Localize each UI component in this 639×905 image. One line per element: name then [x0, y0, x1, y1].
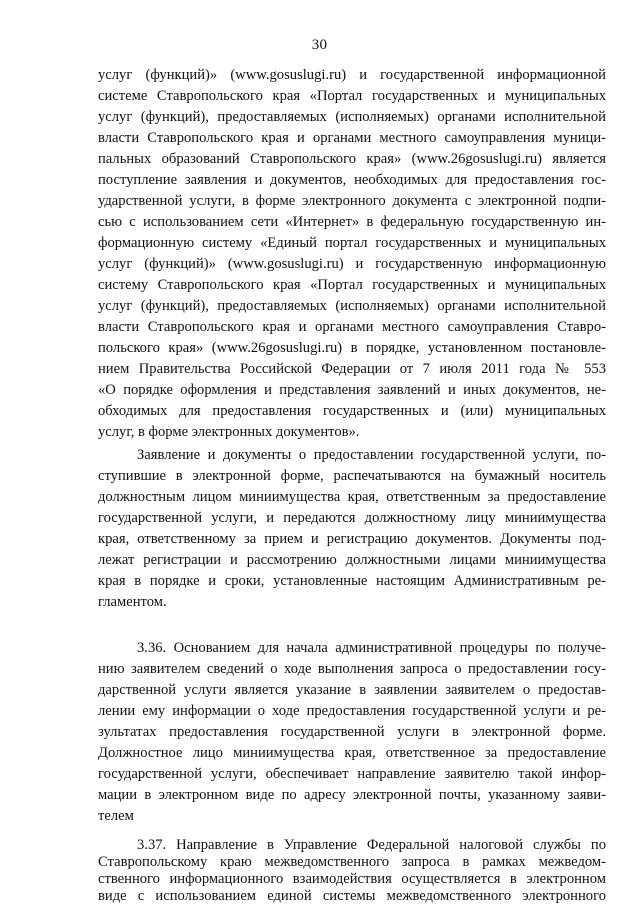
- text-line: власти Ставропольского края и органами местного самоуправления Ставро-: [98, 319, 606, 335]
- text-line: услуг (функций), предоставляемых (исполняемых) органами исполнительной: [98, 109, 606, 125]
- text-line: края, ответственному за прием и регистрацию документов. Документы под-: [98, 531, 606, 547]
- text-line: Заявление и документы о предоставлении государственной услуги, по-: [137, 447, 606, 463]
- text-line: поступление заявления и документов, необходимых для предоставления гос-: [98, 172, 606, 188]
- text-line: нию заявителем сведений о ходе выполнения запроса о предоставлении госу-: [98, 661, 606, 677]
- text-line: пальных образований Ставропольского края» (www.26gosuslugi.ru) является: [98, 151, 606, 167]
- text-line: виде с использованием единой системы межведомственного электронного: [98, 888, 606, 904]
- text-line: мации в электронном виде по адресу электронной почты, указанному заяви-: [98, 787, 606, 803]
- text-line: услуг (функций)» (www.gosuslugi.ru) и государственной информационной: [98, 67, 606, 83]
- text-line: услуг (функций)» (www.gosuslugi.ru) и государственную информационную: [98, 256, 606, 272]
- text-line: Ставропольскому краю межведомственного запроса в рамках межведом-: [98, 854, 606, 870]
- text-line: гламентом.: [98, 594, 167, 610]
- text-line: власти Ставропольского края и органами местного самоуправления муници-: [98, 130, 606, 146]
- page-number: 30: [311, 37, 328, 53]
- text-line: систему Ставропольского края «Портал государственных и муниципальных: [98, 277, 606, 293]
- text-line: ступившие в электронной форме, распечатываются на бумажный носитель: [98, 468, 606, 484]
- text-line: зультатах предоставления государственной услуги в электронной форме.: [98, 724, 606, 740]
- text-line: системе Ставропольского края «Портал государственных и муниципальных: [98, 88, 606, 104]
- text-line: польского края» (www.26gosuslugi.ru) в порядке, установленном постановле-: [98, 340, 606, 356]
- text-line: формационную систему «Единый портал государственных и муниципальных: [98, 235, 606, 251]
- text-line: «О порядке оформления и представления заявлений и иных документов, не-: [98, 382, 606, 398]
- text-line: 3.36. Основанием для начала административной процедуры по получе-: [137, 640, 606, 656]
- text-line: услуг, в форме электронных документов».: [98, 424, 360, 440]
- text-line: лежат регистрации и рассмотрению должностными лицами миниимущества: [98, 552, 606, 568]
- text-line: должностным лицом миниимущества края, ответственным за предоставление: [98, 489, 606, 505]
- text-line: телем: [98, 808, 134, 824]
- text-line: услуг (функций), предоставляемых (исполняемых) органами исполнительной: [98, 298, 606, 314]
- text-line: ственного информационного взаимодействия осуществляется в электронном: [98, 871, 606, 887]
- text-line: нием Правительства Российской Федерации от 7 июля 2011 года № 553: [98, 361, 606, 377]
- text-line: государственной услуги, обеспечивает направление заявителю такой инфор-: [98, 766, 606, 782]
- text-line: лении ему информации о ходе предоставления государственной услуги и ре-: [98, 703, 606, 719]
- text-line: дарственной услуги является указание в заявлении заявителем о предостав-: [98, 682, 606, 698]
- text-line: сью с использованием сети «Интернет» в федеральную государственную ин-: [98, 214, 606, 230]
- text-line: обходимых для предоставления государственных и (или) муниципальных: [98, 403, 606, 419]
- text-line: Должностное лицо миниимущества края, ответственное за предоставление: [98, 745, 606, 761]
- text-line: государственной услуги, и передаются должностному лицу миниимущества: [98, 510, 606, 526]
- text-line: края в порядке и сроки, установленные настоящим Административным ре-: [98, 573, 606, 589]
- text-line: ударственной услуги, в форме электронного документа с электронной подпи-: [98, 193, 606, 209]
- text-line: 3.37. Направление в Управление Федеральной налоговой службы по: [137, 837, 606, 853]
